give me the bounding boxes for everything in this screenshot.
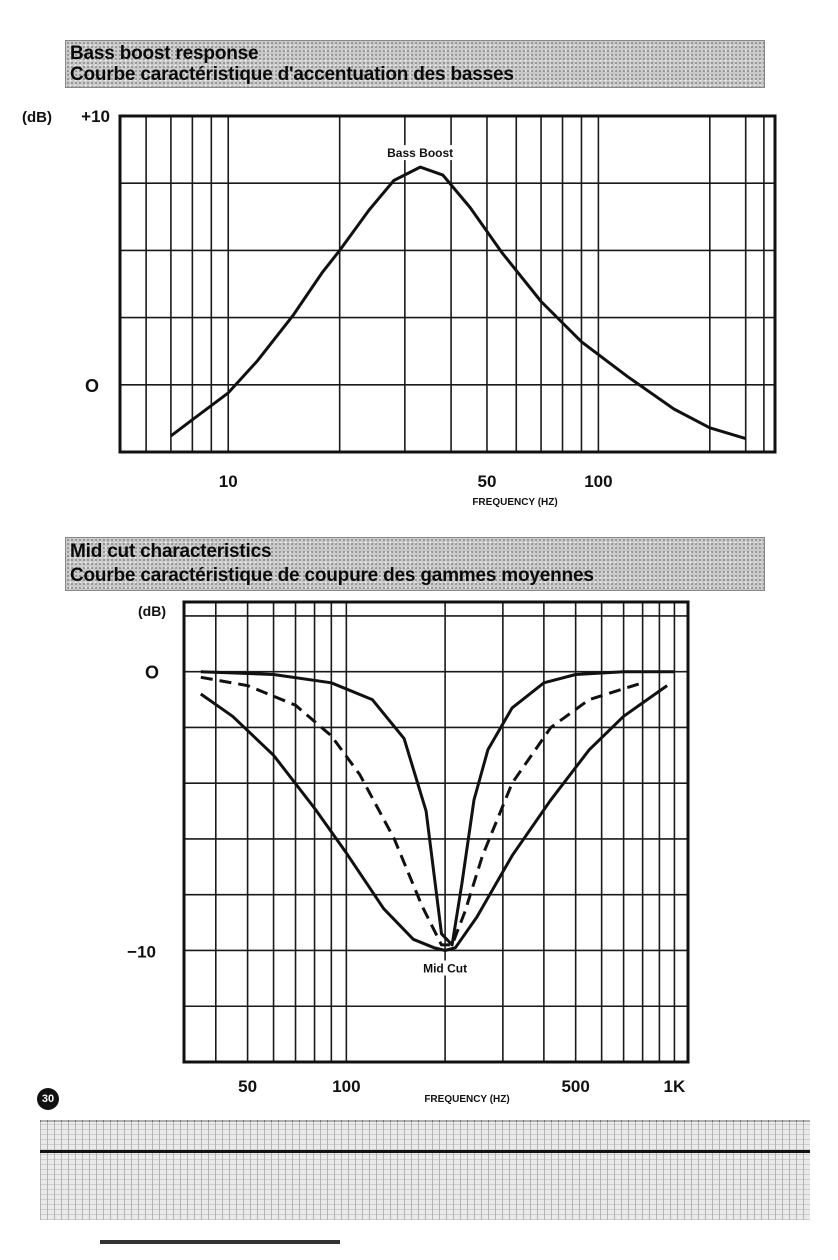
chart2-y-tick-label: O (144, 662, 160, 683)
chart2-title: Mid cut characteristics (70, 541, 272, 562)
chart1-y-tick-label: O (84, 375, 100, 396)
chart1-y-tick-label: +10 (81, 107, 110, 126)
chart1-x-tick-label: 50 (477, 472, 497, 491)
chart2-x-tick-label: 100 (332, 1077, 361, 1096)
chart1-subtitle: Courbe caractéristique d'accentuation des basses (70, 64, 514, 85)
footer-rule (100, 1240, 340, 1244)
chart2-x-tick-label: 500 (561, 1077, 590, 1096)
chart2-series-3-line (201, 672, 675, 945)
chart2-y-axis-unit: (dB) (138, 603, 166, 619)
chart1-x-tick-label: 10 (218, 472, 238, 491)
chart2-annotation: Mid Cut (423, 961, 468, 976)
chart2-x-tick-label: 1K (663, 1077, 686, 1096)
chart1-x-axis-label: FREQUENCY (HZ) (472, 497, 558, 508)
chart1-x-tick-label: 100 (584, 472, 613, 491)
page-number-badge: 30 (37, 1088, 59, 1110)
chart2-subtitle: Courbe caractéristique de coupure des gammes moyennes (70, 565, 594, 586)
chart2-y-tick-label: −10 (127, 942, 156, 962)
chart1-series-1-line (171, 167, 746, 439)
chart1-title: Bass boost response (70, 43, 259, 64)
chart2-x-axis-label: FREQUENCY (HZ) (424, 1094, 510, 1105)
chart2-series-1-line (201, 686, 667, 951)
chart2-x-tick-label: 50 (238, 1077, 258, 1096)
chart1-annotation: Bass Boost (387, 146, 454, 161)
dotted-bleed-strip (40, 1120, 810, 1220)
chart1-y-axis-unit: (dB) (22, 109, 52, 126)
strip-mid-rule (40, 1150, 810, 1153)
